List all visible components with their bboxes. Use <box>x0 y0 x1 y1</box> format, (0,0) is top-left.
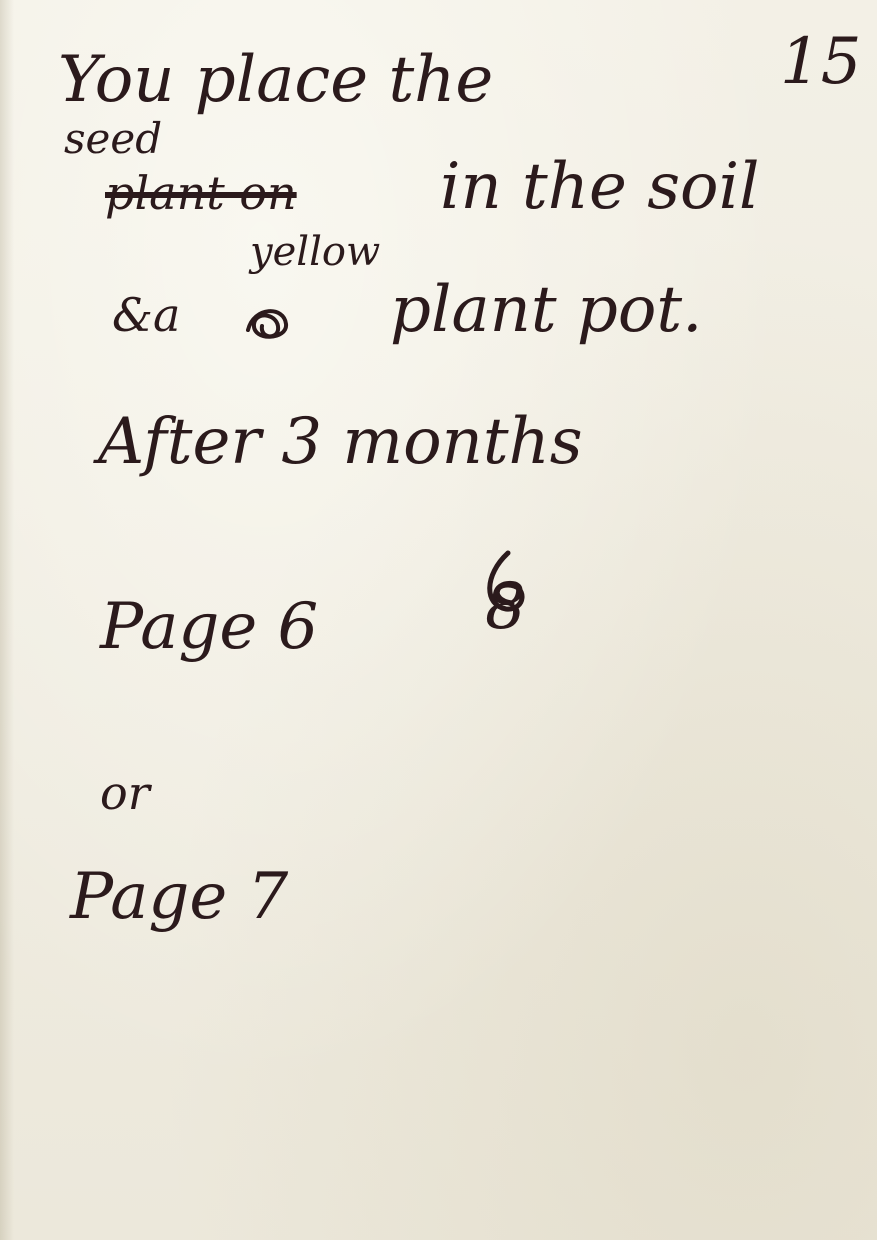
page-choice-number: 8 <box>485 570 526 644</box>
line-4: After 3 months <box>98 405 583 479</box>
struck-words: plant on <box>105 166 297 220</box>
line-3-prefix: &a <box>112 288 181 342</box>
line-6: or <box>100 766 150 820</box>
scribble-over-number <box>478 545 538 645</box>
line-1: You place the <box>58 43 494 117</box>
scribble-mark <box>240 300 300 346</box>
line-7: Page 7 <box>70 860 289 934</box>
insert-yellow: yellow <box>250 229 381 275</box>
line-2: in the soil <box>440 150 760 224</box>
insert-seed: seed <box>64 114 163 163</box>
line-3: plant pot. <box>390 273 703 347</box>
line-5-prefix: Page 6 <box>100 590 319 664</box>
page-number: 15 <box>780 25 862 99</box>
